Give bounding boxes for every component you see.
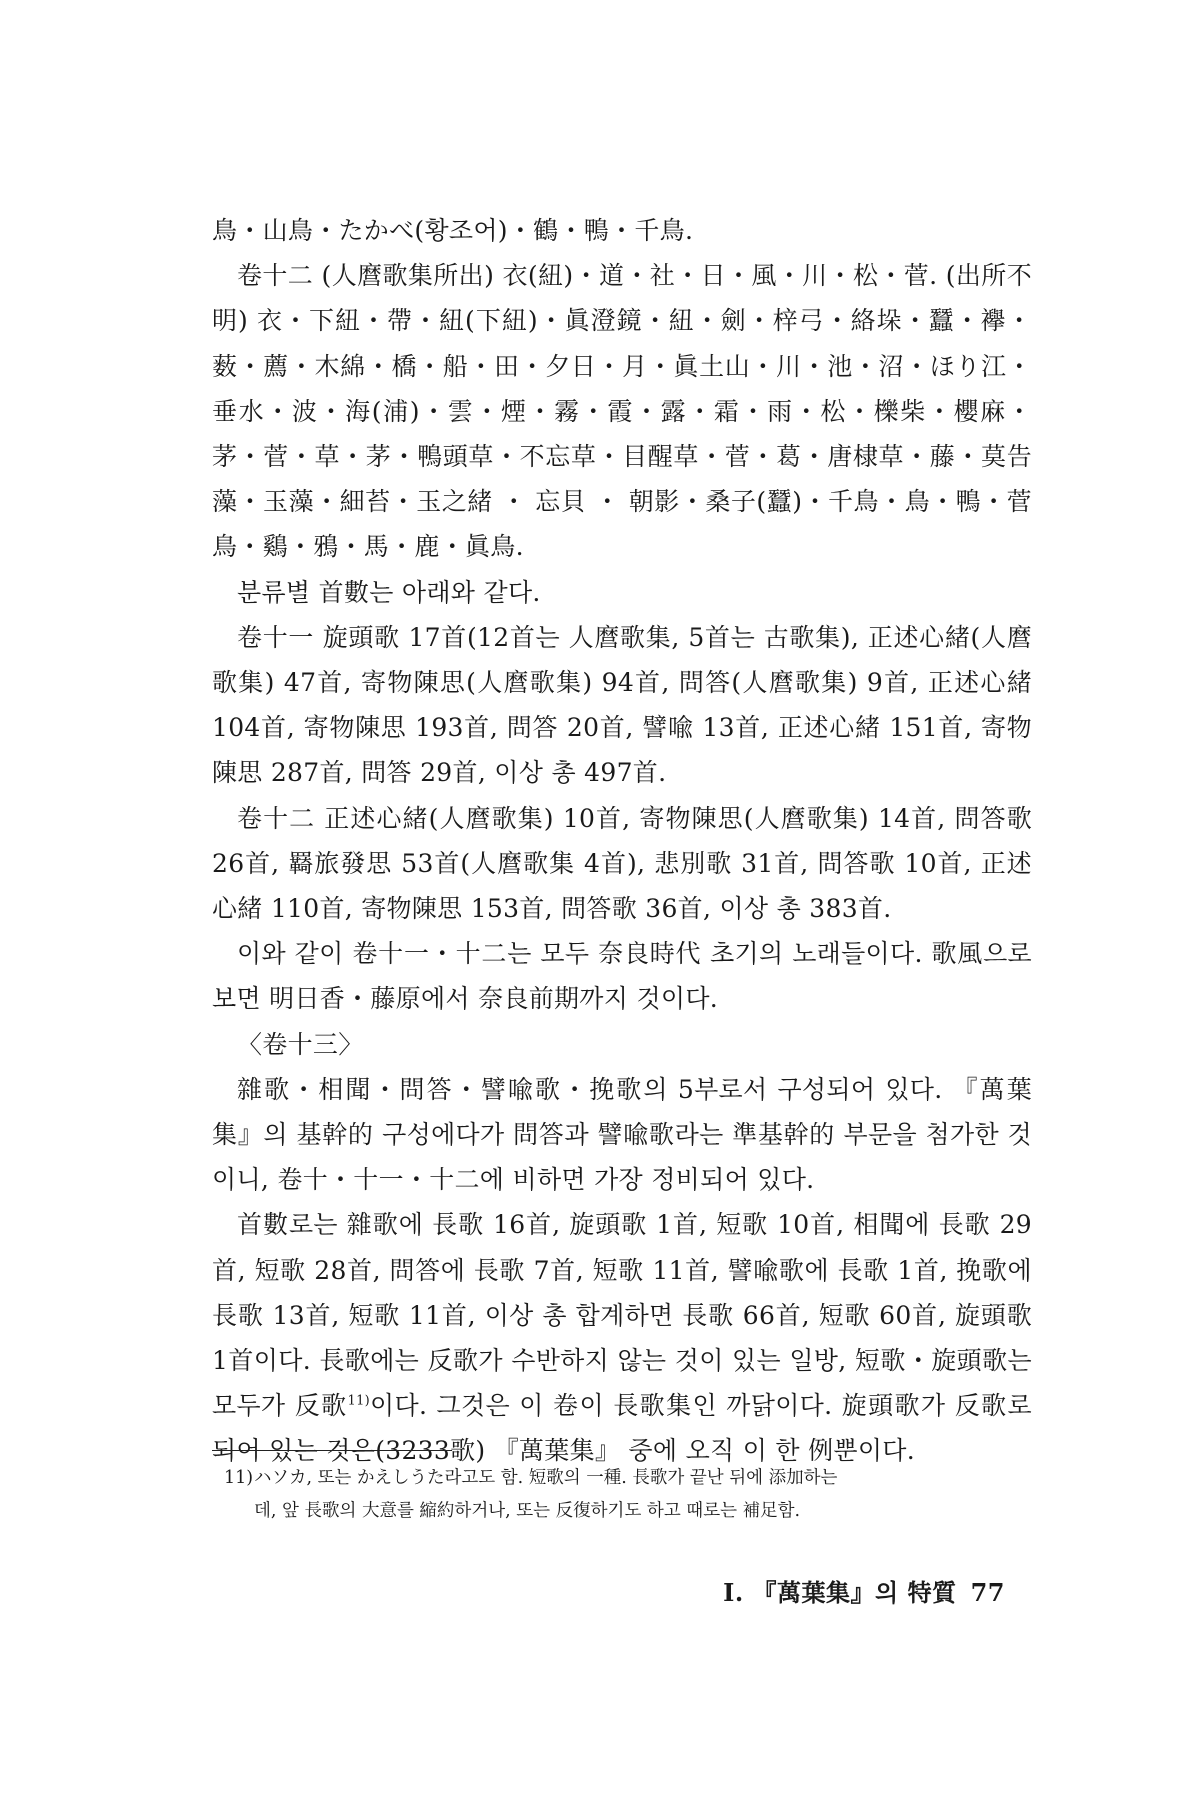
footnote-text-1: ハソカ, 또는 かえしうた라고도 함. 短歌의 一種. 長歌가 끝난 뒤에 添加하는 (254, 1468, 838, 1488)
paragraph-vol13-counts (212, 1202, 1032, 1473)
paragraph-vol12-counts: 卷十二 正述心緒(人麿歌集) 10首, 寄物陳思(人麿歌集) 14首, 問答歌 26首, 羇旅發思 53首(人麿歌集 4首), 悲別歌 31首, 問答歌 10首, 正述心緒 110首, 寄物陳思 153首, 問答歌 36首, 이상 총 383首. (212, 803, 1032, 924)
footnote-line-2: 데, 앞 長歌의 大意를 縮約하거나, 또는 反復하기도 하고 때로는 補足함. (254, 1501, 801, 1521)
paragraph-vol11-counts: 卷十一 旋頭歌 17首(12首는 人麿歌集, 5首는 古歌集), 正述心緒(人麿歌集) 47首, 寄物陳思(人麿歌集) 94首, 問答(人麿歌集) 9首, 正述心緒 104首, 寄物陳思 193首, 問答 20首, 譬喩 13首, 正述心緒 151首, 寄物陳思 287首, 問答 29首, 이상 총 497首. (212, 622, 1032, 788)
footnote-reference[interactable]: 11) (347, 1393, 371, 1409)
body-text (212, 208, 1032, 1474)
paragraph-continuation: 鳥・山鳥・たかべ(황조어)・鶴・鴨・千鳥. (212, 216, 694, 245)
page-number: 77 (970, 1578, 1005, 1607)
running-footer (723, 1573, 1005, 1608)
paragraph-text-after-note: 이다. 그것은 이 卷이 長歌集인 까닭이다. 旋頭歌가 反歌로 되어 있는 것은(3233歌) 『萬葉集』 중에 오직 이 한 例뿐이다. (212, 1391, 1032, 1466)
paragraph-vol13-structure: 雜歌・相聞・問答・譬喩歌・挽歌의 5부로서 구성되어 있다. 『萬葉集』의 基幹的 구성에다가 問答과 譬喩歌라는 準基幹的 부문을 첨가한 것이니, 卷十・十一・十二에 비하면 가장 정비되어 있다. (212, 1074, 1032, 1195)
footnote-number: 11) (224, 1468, 254, 1488)
footnote-divider (212, 1450, 452, 1451)
footnote (212, 1462, 1032, 1528)
footnote-line-1 (212, 1462, 1032, 1495)
paragraph-vol12-materials: 卷十二 (人麿歌集所出) 衣(紐)・道・社・日・風・川・松・菅. (出所不明) 衣・下紐・帶・紐(下紐)・眞澄鏡・紐・劍・梓弓・絡垛・蠶・襷・薮・薦・木綿・橋・船・田・夕日・月・眞土山・川・池・沼・ほり江・垂水・波・海(浦)・雲・煙・霧・霞・露・霜・雨・松・櫟柴・櫻麻・茅・菅・草・茅・鴨頭草・不忘草・目醒草・菅・葛・唐棣草・藤・莫告藻・玉藻・細苔・玉之緒 ・ 忘貝 ・ 朝影・桑子(蠶)・千鳥・鳥・鴨・菅鳥・鷄・鴉・馬・鹿・眞鳥. (212, 261, 1033, 562)
paragraph-count-intro: 분류별 首數는 아래와 같다. (237, 577, 541, 607)
footer-section-title: Ⅰ. 『萬葉集』의 特質 (723, 1578, 957, 1607)
section-heading-vol13: 〈卷十三〉 (237, 1029, 364, 1059)
paragraph-era-summary: 이와 같이 卷十一・十二는 모두 奈良時代 초기의 노래들이다. 歌風으로 보면 明日香・藤原에서 奈良前期까지 것이다. (212, 939, 1032, 1014)
paragraph-text-before-note: 首數로는 雜歌에 長歌 16首, 旋頭歌 1首, 短歌 10首, 相聞에 長歌 29首, 短歌 28首, 問答에 長歌 7首, 短歌 11首, 譬喩歌에 長歌 1首, 挽歌에 長歌 13首, 短歌 11首, 이상 총 합계하면 長歌 66首, 短歌 60首, 旋頭歌 1首이다. 長歌에는 反歌가 수반하지 않는 것이 있는 일방, 短歌・旋頭歌는 모두가 反歌 (212, 1210, 1032, 1421)
